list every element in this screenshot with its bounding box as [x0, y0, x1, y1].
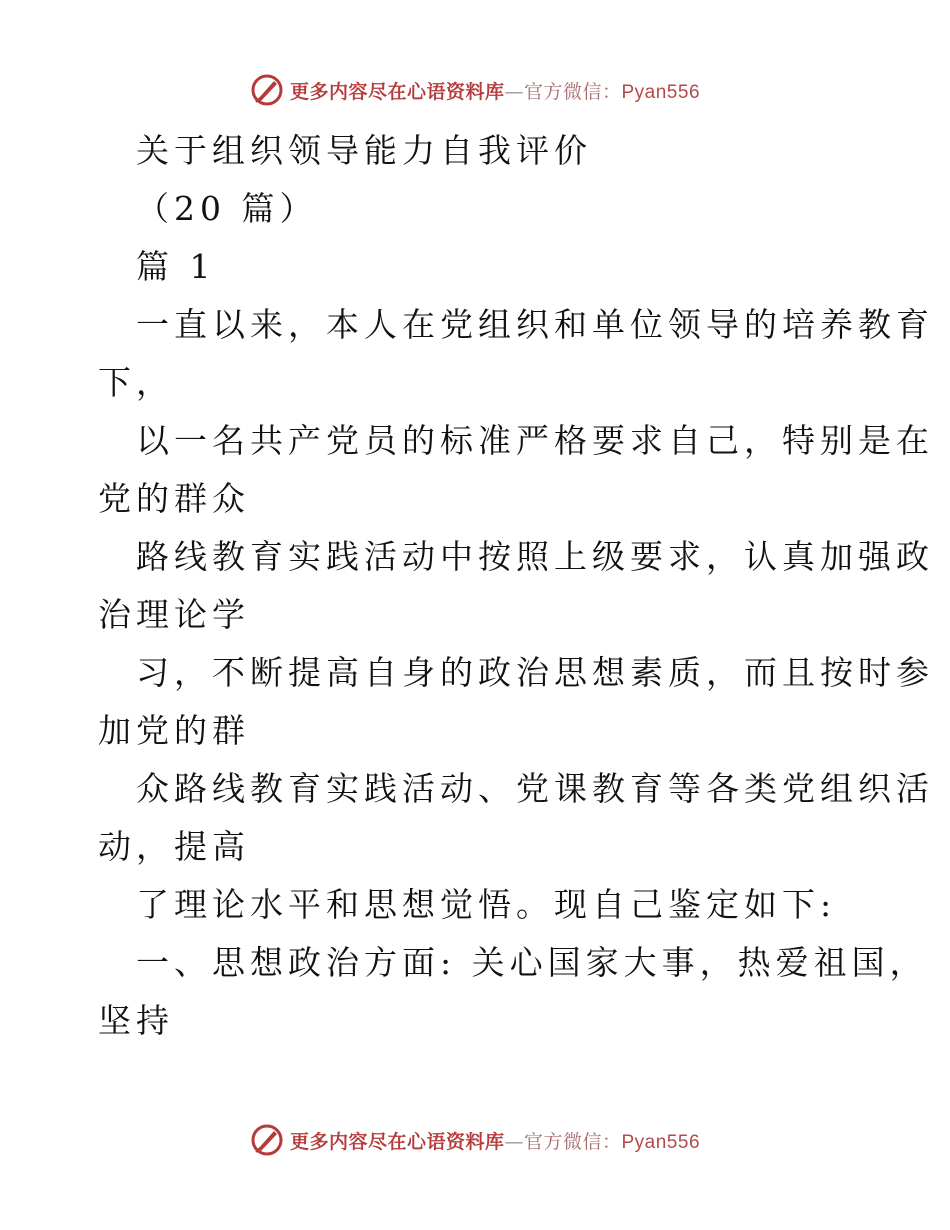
paragraph-line: 坚持: [98, 1001, 174, 1040]
paragraph-line: 路线教育实践活动中按照上级要求，认真加强政: [136, 537, 934, 576]
paragraph-line: 一、思想政治方面: 关心国家大事，热爱祖国，: [136, 943, 928, 982]
watermark-separator: —: [504, 1130, 524, 1153]
paragraph-line: 动，提高: [98, 827, 250, 866]
watermark-separator: —: [504, 80, 524, 103]
watermark-text: [290, 1127, 700, 1154]
paragraph-line: 下，: [98, 363, 174, 402]
watermark-wechat-label: 官方微信：: [523, 80, 622, 103]
document-title: 关于组织领导能力自我评价: [136, 131, 592, 170]
document-body: [98, 122, 934, 1050]
watermark-wechat-id: Pyan556: [621, 1131, 701, 1153]
document-subtitle: （20 篇）: [136, 189, 318, 228]
watermark-text: [290, 77, 700, 104]
watermark-wechat-id: Pyan556: [621, 81, 701, 103]
paragraph-line: 一直以来，本人在党组织和单位领导的培养教育: [136, 305, 934, 344]
paragraph-line: 党的群众: [98, 479, 250, 518]
footer-watermark: [0, 1120, 950, 1160]
watermark-site-name: 更多内容尽在心语资料库: [289, 1130, 505, 1153]
paragraph-line: 治理论学: [98, 595, 250, 634]
watermark-site-name: 更多内容尽在心语资料库: [289, 80, 505, 103]
header-watermark: [0, 70, 950, 110]
paragraph-line: 众路线教育实践活动、党课教育等各类党组织活: [136, 769, 934, 808]
quill-circle-logo-icon: [250, 73, 284, 107]
paragraph-line: 以一名共产党员的标准严格要求自己，特别是在: [136, 421, 934, 460]
watermark-wechat-label: 官方微信：: [523, 1130, 622, 1153]
quill-circle-logo-icon: [250, 1123, 284, 1157]
section-heading: 篇 1: [136, 247, 216, 286]
paragraph-line: 习，不断提高自身的政治思想素质，而且按时参: [136, 653, 934, 692]
paragraph-line: 加党的群: [98, 711, 250, 750]
paragraph-line: 了理论水平和思想觉悟。现自己鉴定如下:: [136, 885, 837, 924]
